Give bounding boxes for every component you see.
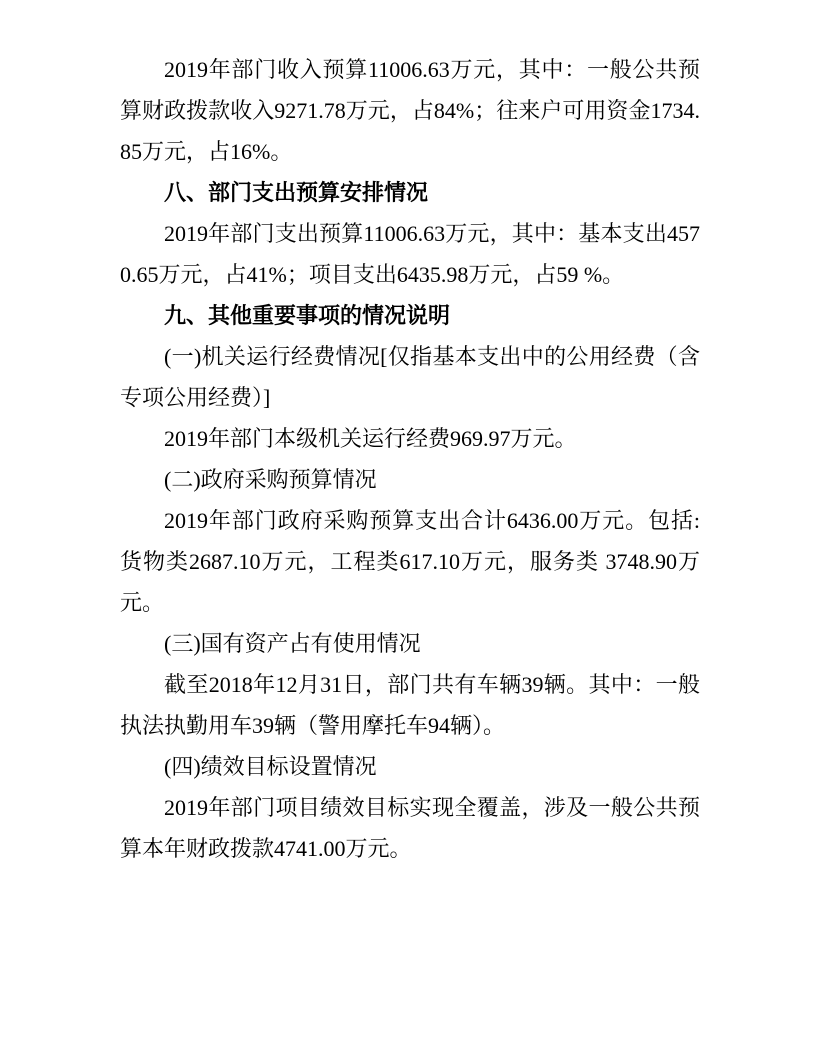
body-paragraph: (四)绩效目标设置情况 bbox=[164, 754, 377, 779]
body-paragraph: (一)机关运行经费情况[仅指基本支出中的公用经费（含专项公用经费）] bbox=[120, 344, 700, 410]
section-heading: 八、部门支出预算安排情况 bbox=[164, 180, 429, 205]
body-paragraph: 2019年部门收入预算11006.63万元，其中：一般公共预算财政拨款收入9271.78万元，占84%；往来户可用资金1734.85万元，占16%。 bbox=[120, 57, 700, 164]
body-paragraph: (二)政府采购预算情况 bbox=[164, 467, 377, 492]
document-body bbox=[120, 49, 700, 869]
body-paragraph: 截至2018年12月31日，部门共有车辆39辆。其中：一般执法执勤用车39辆（警用摩托车94辆）。 bbox=[120, 672, 700, 738]
body-paragraph: 2019年部门政府采购预算支出合计6436.00万元。包括:货物类2687.10万元，工程类617.10万元，服务类 3748.90万元。 bbox=[120, 508, 700, 615]
body-paragraph: 2019年部门本级机关运行经费969.97万元。 bbox=[164, 426, 577, 451]
body-paragraph: 2019年部门项目绩效目标实现全覆盖，涉及一般公共预算本年财政拨款4741.00万元。 bbox=[120, 795, 700, 861]
section-heading: 九、其他重要事项的情况说明 bbox=[164, 303, 451, 328]
body-paragraph: (三)国有资产占有使用情况 bbox=[164, 631, 421, 656]
body-paragraph: 2019年部门支出预算11006.63万元，其中：基本支出4570.65万元，占41%；项目支出6435.98万元，占59 %。 bbox=[120, 221, 700, 287]
